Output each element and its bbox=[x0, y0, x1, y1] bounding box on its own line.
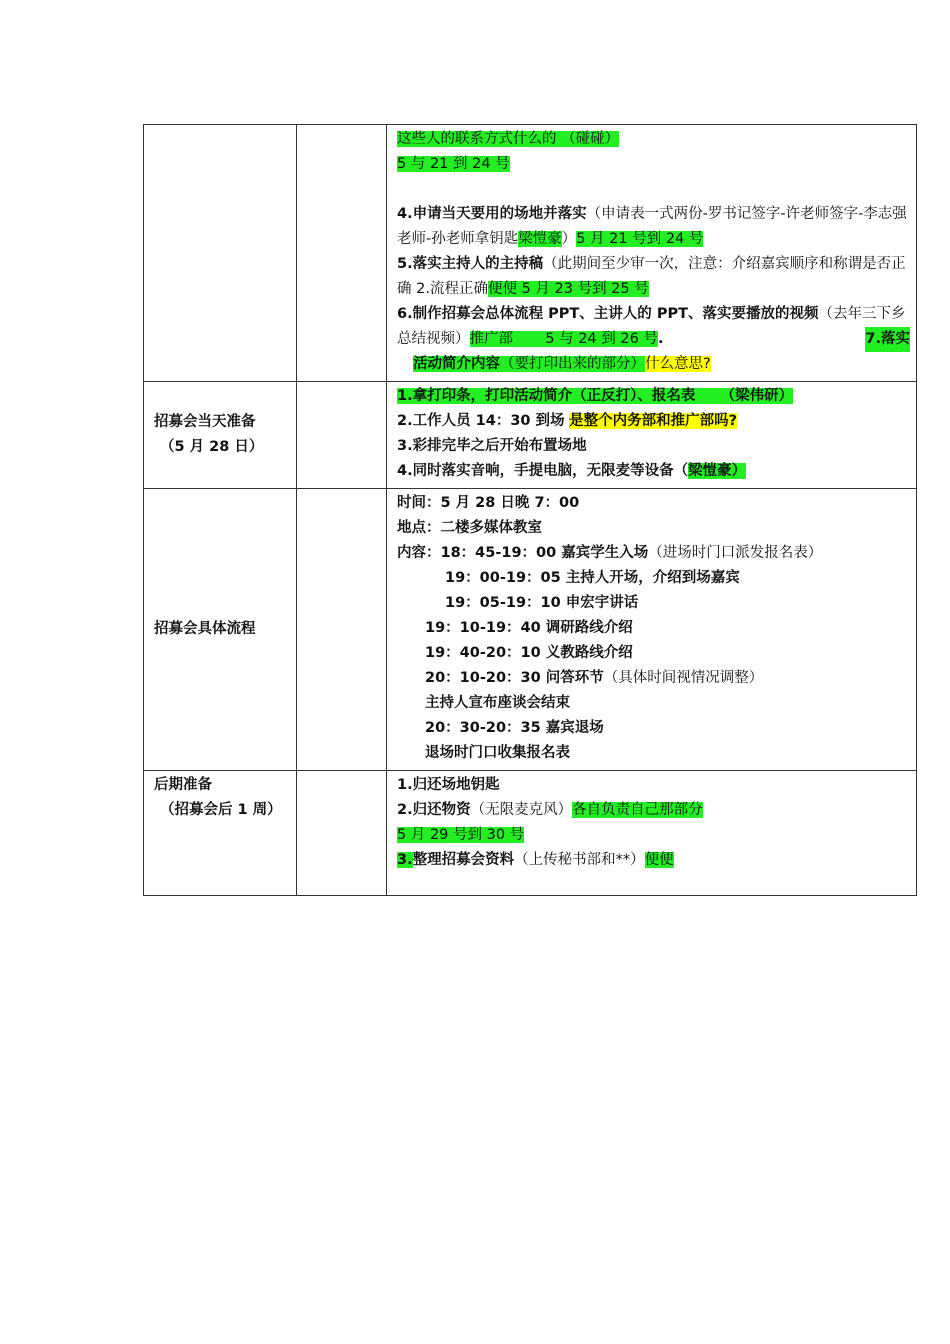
blank-cell bbox=[297, 382, 387, 489]
schedule-item-3: 19：05-19：10 申宏宇讲话 bbox=[445, 595, 639, 611]
dayof-item-4-person: 梁愷豪） bbox=[688, 463, 747, 479]
contacts-text: 这些人的联系方式什么的 （碰碰） bbox=[397, 131, 620, 147]
dayof-item-1: 1.拿打印条，打印活动简介（正反打）、报名表 （梁伟研） bbox=[397, 388, 794, 404]
schedule-item-2: 19：00-19：05 主持人开场，介绍到场嘉宾 bbox=[445, 570, 740, 586]
blank-cell bbox=[297, 125, 387, 382]
post-item-2-owner: 各自负责自己那部分 bbox=[572, 802, 703, 818]
task-cell bbox=[387, 771, 917, 896]
stage-cell bbox=[144, 125, 297, 382]
item-7-desc: （要打印出来的部分） bbox=[500, 356, 645, 372]
table-row bbox=[144, 125, 917, 382]
blank-cell bbox=[297, 771, 387, 896]
dayof-item-3: 3.彩排完毕之后开始布置场地 bbox=[397, 438, 587, 454]
item-4-person: 梁愷豪 bbox=[518, 231, 562, 247]
item-5-date: 便便 5 月 23 号到 25 号 bbox=[487, 281, 649, 297]
schedule-item-8: 20：30-20：35 嘉宾退场 bbox=[425, 720, 604, 736]
post-item-3-person: 便便 bbox=[644, 852, 674, 868]
stage-subtitle: （5 月 28 日） bbox=[160, 439, 264, 455]
task-cell bbox=[387, 489, 917, 771]
item-7-title: 活动简介内容 bbox=[413, 356, 500, 372]
schedule-item-6-note: （具体时间视情况调整） bbox=[603, 670, 764, 686]
item-6-title: 6.制作招募会总体流程 PPT、主讲人的 PPT、落实要播放的视频 bbox=[397, 306, 819, 322]
post-item-3: 整理招募会资料 bbox=[412, 852, 515, 868]
dayof-item-4: 4.同时落实音响，手提电脑，无限麦等设备（ bbox=[397, 463, 689, 479]
stage-cell bbox=[144, 489, 297, 771]
schedule-item-1-note: （进场时门口派发报名表） bbox=[648, 545, 823, 561]
stage-subtitle: （招募会后 1 周） bbox=[160, 802, 282, 818]
post-item-2-note: （无限麦克风） bbox=[470, 802, 573, 818]
dayof-item-2: 2.工作人员 14：30 到场 bbox=[397, 413, 565, 429]
schedule-item-1: 内容：18：45-19：00 嘉宾学生入场 bbox=[397, 545, 649, 561]
event-time: 时间：5 月 28 日晚 7：00 bbox=[397, 495, 580, 511]
post-item-1: 1.归还场地钥匙 bbox=[397, 777, 500, 793]
schedule-item-4: 19：10-19：40 调研路线介绍 bbox=[425, 620, 633, 636]
table-row bbox=[144, 489, 917, 771]
item-6-desc: （去年三下乡总结视频） bbox=[397, 306, 906, 347]
item-6-dot: . bbox=[657, 331, 664, 347]
schedule-item-6: 20：10-20：30 问答环节 bbox=[425, 670, 604, 686]
task-cell bbox=[387, 125, 917, 382]
post-item-3-number: 3. bbox=[397, 852, 413, 868]
table-row bbox=[144, 382, 917, 489]
task-cell bbox=[387, 382, 917, 489]
schedule-item-7: 主持人宣布座谈会结束 bbox=[425, 695, 570, 711]
schedule-item-5: 19：40-20：10 义教路线介绍 bbox=[425, 645, 633, 661]
dayof-item-2-question: 是整个内务部和推广部吗? bbox=[569, 413, 738, 429]
item-6-team-date: 推广部 5 与 24 到 26 号 bbox=[469, 331, 658, 347]
contacts-date: 5 与 21 到 24 号 bbox=[397, 156, 510, 172]
stage-title: 后期准备 bbox=[154, 777, 212, 793]
post-item-2: 2.归还物资 bbox=[397, 802, 471, 818]
item-4-date: 5 月 21 号到 24 号 bbox=[576, 231, 704, 247]
post-item-3-note: （上传秘书部和**） bbox=[514, 852, 645, 868]
schedule-item-9: 退场时门口收集报名表 bbox=[425, 745, 570, 761]
recruitment-plan-table bbox=[143, 124, 917, 896]
table-row bbox=[144, 771, 917, 896]
item-7-question: 什么意思? bbox=[645, 356, 711, 372]
item-5-title: 5.落实主持人的主持稿 bbox=[397, 256, 544, 272]
stage-title: 招募会具体流程 bbox=[154, 621, 256, 637]
item-4-desc: （申请表一式两份-罗书记签字-许老师签字-李志强老师-孙老师拿钥匙 bbox=[397, 206, 907, 247]
item-5-desc: （此期间至少审一次，注意：介绍嘉宾顺序和称谓是否正确 2.流程正确 bbox=[397, 256, 906, 297]
event-place: 地点：二楼多媒体教室 bbox=[397, 520, 542, 536]
stage-cell bbox=[144, 771, 297, 896]
stage-title: 招募会当天准备 bbox=[154, 414, 256, 430]
stage-cell bbox=[144, 382, 297, 489]
item-4-title: 4.申请当天要用的场地并落实 bbox=[397, 206, 587, 222]
post-item-2-date: 5 月 29 号到 30 号 bbox=[397, 827, 525, 843]
blank-cell bbox=[297, 489, 387, 771]
item-7-number: 7.落实 bbox=[865, 327, 910, 352]
item-4-close: ） bbox=[561, 231, 577, 247]
